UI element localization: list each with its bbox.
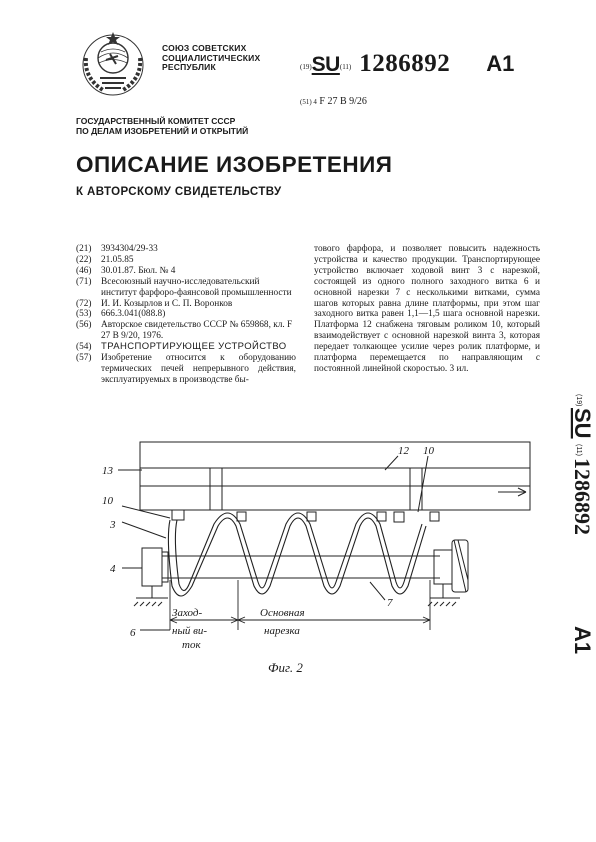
screw-thread	[168, 513, 426, 596]
roller-10-right	[394, 512, 404, 522]
code-11: (11)	[339, 63, 352, 71]
country-name: СОЮЗ СОВЕТСКИХ СОЦИАЛИСТИЧЕСКИХ РЕСПУБЛИК	[162, 43, 261, 72]
bib-entry: (21) 3934304/29-33	[76, 244, 158, 254]
side-su: SU	[570, 408, 595, 439]
country-code: SU	[311, 53, 340, 76]
bearing-4	[142, 548, 162, 586]
bib-entry-title: (54) ТРАНСПОРТИРУЮЩЕЕ УСТРОЙСТВО	[76, 341, 287, 353]
side-patent-number	[553, 392, 595, 682]
document-title: ОПИСАНИЕ ИЗОБРЕТЕНИЯ	[76, 152, 393, 177]
label-4: 4	[110, 563, 116, 575]
bib-entry: (72) И. И. Козырлов и С. П. Воронков	[76, 298, 233, 309]
zone-entry-line3: ток	[182, 639, 201, 651]
label-10-top: 10	[423, 445, 434, 457]
publication-number	[300, 50, 514, 80]
label-12: 12	[398, 445, 409, 457]
side-number: 1286892	[570, 458, 595, 535]
side-code-19: (19)	[575, 394, 582, 407]
side-kind: A1	[570, 626, 595, 655]
document-subtitle: К АВТОРСКОМУ СВИДЕТЕЛЬСТВУ	[76, 186, 282, 198]
side-code-11: (11)	[575, 444, 582, 456]
zone-main-line2: нарезка	[264, 625, 300, 637]
ussr-emblem-icon	[78, 28, 148, 98]
ipc-classification: (51) 4 F 27 B 9/26	[300, 96, 367, 107]
bib-entry: (71) Всесоюзный научно-исследовательский институт фарфоро-фаянсовой промышленности	[76, 276, 292, 298]
label-6: 6	[130, 627, 136, 639]
figure-caption: Фиг. 2	[268, 660, 303, 675]
committee-name: ГОСУДАРСТВЕННЫЙ КОМИТЕТ СССР ПО ДЕЛАМ ИЗОБРЕТЕНИЙ И ОТКРЫТИЙ	[76, 116, 249, 136]
code-19: (19)	[300, 63, 312, 71]
zone-main-line1: Основная	[260, 607, 305, 619]
document-kind: A1	[486, 51, 515, 76]
platform-outline	[140, 442, 530, 510]
zone-entry-line2: ный ви-	[172, 625, 208, 637]
patent-number: 1286892	[359, 50, 451, 77]
bearing-right	[434, 550, 452, 584]
abstract-text: тового фарфора, и позволяет повысить надежность устройства и качество продукции. Транспортирующее устройство включает ходовой винт 3 с нарезкой, состоящей из одного полного заходного витка 6 и основной нарезки 7 с несколькими витками, сумма шагов которых равна длине платформы, при этом шаг заходного витка равен 1,1—1,5 шага основной нарезки. Платформа 12 снабжена тяговым роликом 10, который взаимодействует с основной нарезкой винта 3, которая передает толкающее усилие через ролик платформе, и платформа перемещается по направляющим с постоянной линейной скоростью. 3 ил.	[314, 244, 540, 374]
bibliographic-data	[76, 244, 296, 386]
figure-2-drawing	[100, 430, 540, 650]
bib-entry: (53) 666.3.041(088.8)	[76, 309, 166, 320]
label-7: 7	[387, 597, 393, 609]
bib-entry: (22) 21.05.85	[76, 254, 134, 265]
label-3: 3	[110, 519, 116, 531]
bib-entry: (56) Авторское свидетельство СССР № 659868, кл. F 27 В 9/20, 1976.	[76, 320, 293, 342]
label-13: 13	[102, 465, 113, 477]
roller-10-left	[172, 510, 184, 520]
label-10-left: 10	[102, 495, 113, 507]
zone-entry-line1: Заход-	[172, 607, 203, 619]
bib-entry-abstract: (57) Изобретение относится к оборудованию термических печей непрерывного действия, эксплуатируемых в производстве бы-	[76, 353, 296, 385]
bib-entry: (46) 30.01.87. Бюл. № 4	[76, 265, 176, 276]
